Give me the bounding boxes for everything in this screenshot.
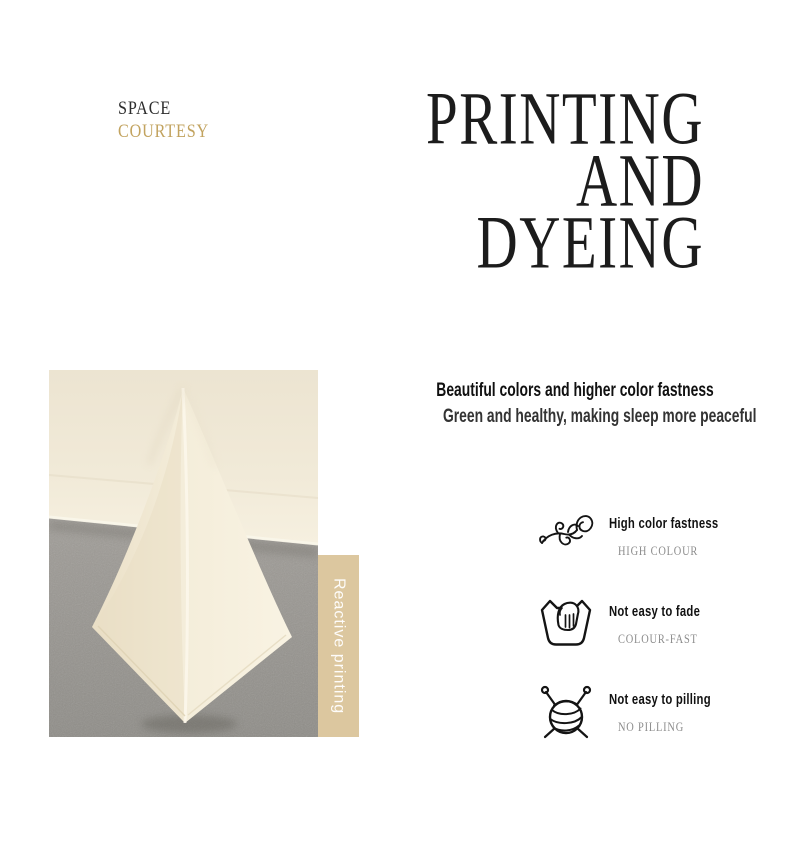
feature-title: High color fastness [609,516,719,532]
product-photo [49,370,318,737]
feature-high-color-fastness [535,503,775,565]
bedsheet-photo-illustration [49,370,318,737]
tagline-line-1: Beautiful colors and higher color fastness [436,380,714,401]
page-title [426,77,704,285]
tagline-line-2: Green and healthy, making sleep more peaceful [442,406,757,427]
ribbon-label: Reactive printing [330,577,348,715]
handwash-icon [535,591,597,653]
feature-title: Not easy to fade [609,604,701,620]
tagline-block [385,380,757,432]
yarn-ball-icon [535,679,597,741]
feature-not-easy-to-fade [535,591,775,653]
flourish-icon [535,503,597,565]
title-line-2: AND [576,139,704,223]
brand-block [118,97,225,143]
feature-subtitle: NO PILLING [618,719,685,734]
feature-subtitle: COLOUR-FAST [618,631,698,646]
title-line-1: PRINTING [426,77,704,161]
feature-not-easy-to-pilling [535,679,775,741]
brand-line-1: SPACE [118,98,172,119]
title-line-3: DYEING [476,201,704,285]
feature-subtitle: HIGH COLOUR [618,543,699,558]
reactive-printing-ribbon [318,555,359,737]
feature-title: Not easy to pilling [609,692,711,708]
brand-line-2: COURTESY [118,121,210,142]
